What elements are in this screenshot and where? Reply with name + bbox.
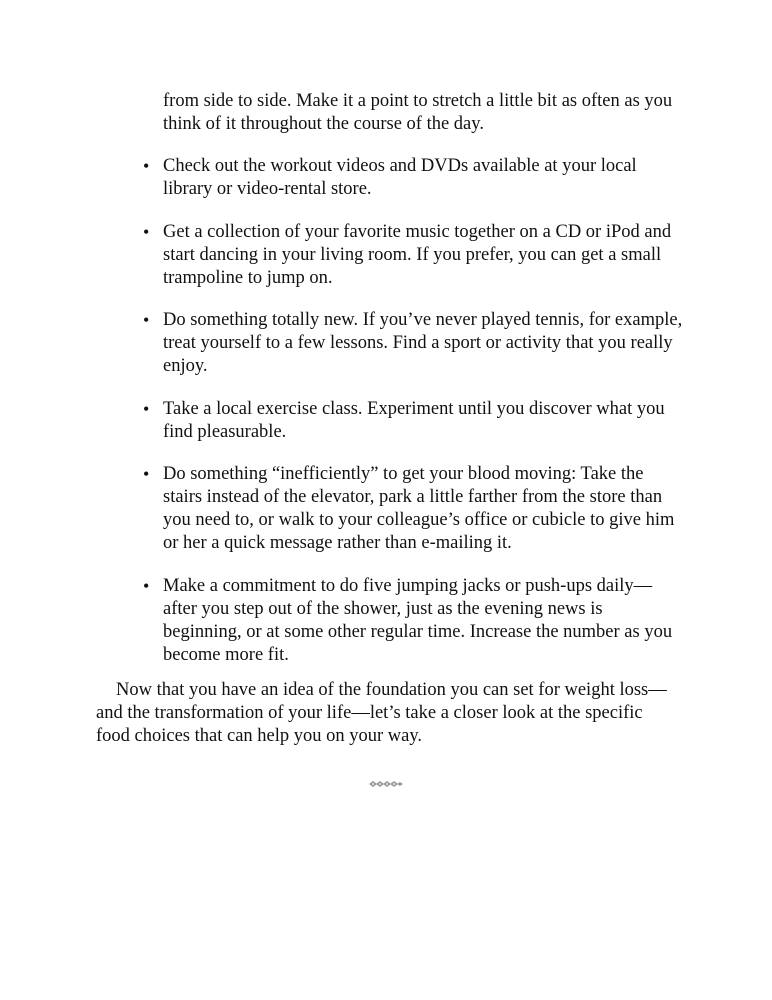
bullet-marker: •	[143, 221, 150, 242]
ornament-graphic	[368, 779, 404, 789]
list-item-text: Do something “inefficiently” to get your blood moving: Take the stairs instead of the elevator, park a little farther from the store than you need to, or walk to your colleague’s office or cubicle to give him or her a quick message rather than e-mailing it.	[163, 464, 675, 553]
list-item-text: Check out the workout videos and DVDs available at your local library or video-rental store.	[163, 156, 637, 199]
bullet-marker: •	[143, 156, 150, 176]
list-item-text: Make a commitment to do five jumping jacks or push-ups daily—after you step out of the shower, just as the evening news is beginning, or at some other regular time. Increase the number as you become more fit.	[163, 575, 673, 665]
bullet-list	[0, 155, 772, 686]
list-item	[0, 398, 683, 444]
continued-paragraph: from side to side. Make it a point to stretch a little bit as often as you think of it throughout the course of the day.	[163, 91, 673, 134]
list-item	[0, 155, 683, 201]
list-item-text: Get a collection of your favorite music together on a CD or iPod and start dancing in your living room. If you prefer, you can get a small trampoline to jump on.	[163, 221, 672, 288]
list-item	[0, 575, 683, 667]
bullet-marker: •	[143, 464, 150, 484]
list-item-text: Do something totally new. If you’ve never played tennis, for example, treat yourself to a few lessons. Find a sport or activity that you really enjoy.	[163, 310, 683, 376]
bullet-marker: •	[143, 398, 150, 419]
section-divider-ornament-icon	[368, 778, 404, 790]
bullet-marker: •	[143, 575, 150, 596]
list-item-text: Take a local exercise class. Experiment until you discover what you find pleasurable.	[163, 398, 665, 442]
list-item	[0, 221, 683, 290]
closing-paragraph: Now that you have an idea of the foundation you can set for weight loss—and the transformation of your life—let’s take a closer look at the specific food choices that can help you on your way.	[96, 680, 667, 746]
bullet-marker: •	[143, 310, 150, 330]
list-item	[0, 463, 683, 555]
list-item	[0, 309, 683, 378]
